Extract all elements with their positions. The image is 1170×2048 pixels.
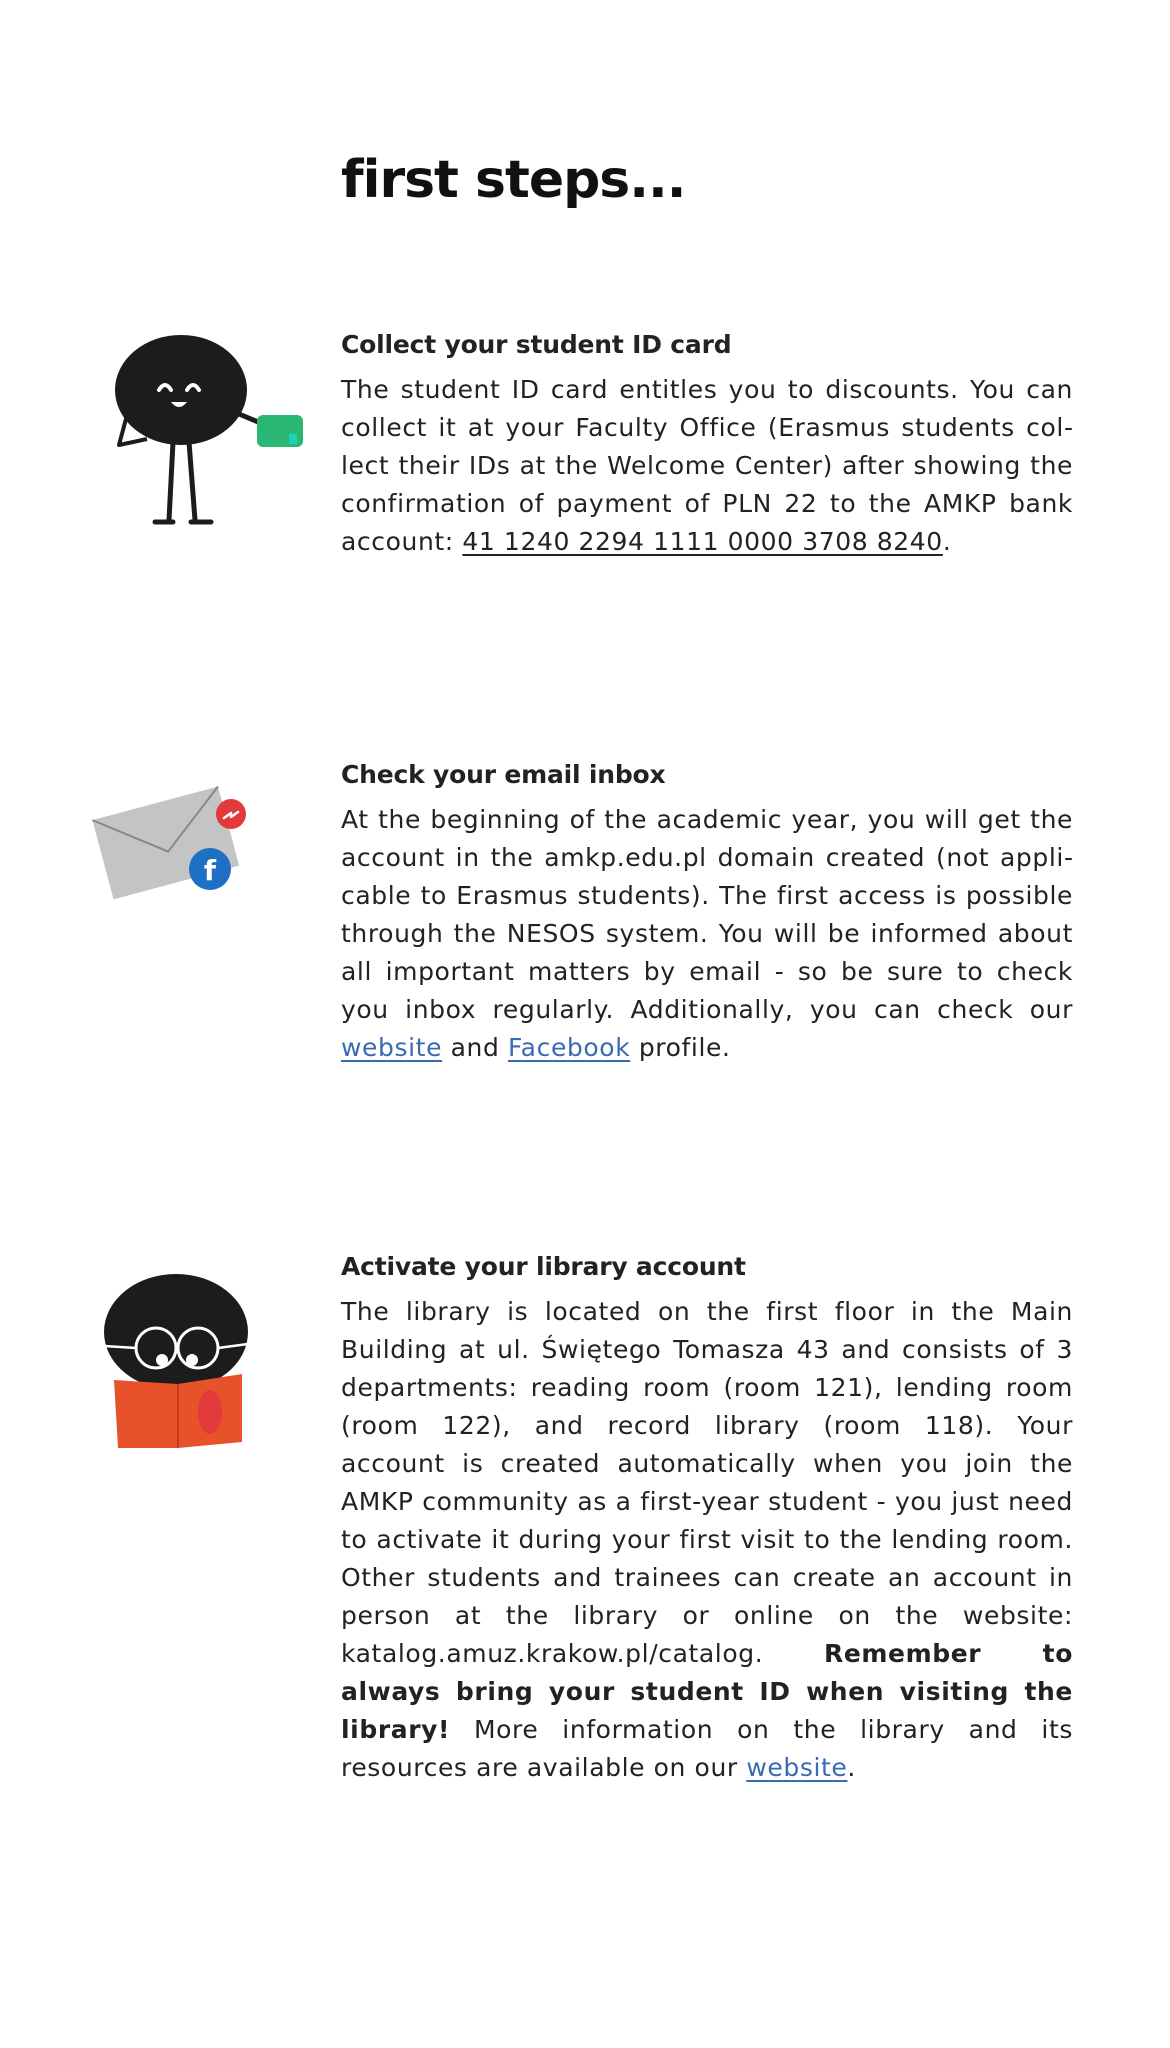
section-heading: Activate your library account: [341, 1252, 746, 1281]
section-heading: Check your email inbox: [341, 760, 666, 789]
website-link[interactable]: website: [341, 1033, 443, 1062]
section-body: At the beginning of the academic year, you will get the account in the amkp.edu.pl domain created (not applicable to Erasmus students). The first access is possible through the NESOS system. You will be informed about all important matters by email - so be sure to check you inbox regularly. Additionally, you can check our website and Facebook profile.: [341, 805, 1073, 1062]
character-holding-card-icon: [105, 330, 305, 530]
library-reminder: Remember to always bring your student ID when visiting the library!: [341, 1639, 1073, 1744]
section-body: The student ID card entitles you to discounts. You can collect it at your Faculty Office (Erasmus students collect their IDs at the Welcome Center) after showing the confirmation of payment of PLN 22 to the AMKP bank account: 41 1240 2294 1111 0000 3708 8240.: [341, 375, 1073, 556]
page-title: first steps...: [341, 150, 686, 210]
bank-account-link[interactable]: 41 1240 2294 1111 0000 3708 8240: [462, 527, 943, 556]
section-body: The library is located on the first floor in the Main Building at ul. Świętego Tomasza 43 and consists of 3 departments: reading room (room 121), lending room (room 122), and record library (room 118). Your account is created automatically when you join the AMKP community as a first-year student - you just need to activate it during your first visit to the lending room. Other students and trainees can create an account in person at the library or online on the website: katalog.amuz.krakow.pl/catalog. Remember to always bring your student ID when visiting the library! More information on the library and its resources are available on our website.: [341, 1297, 1073, 1782]
section-heading: Collect your student ID card: [341, 330, 732, 359]
svg-text:f: f: [203, 854, 217, 887]
library-website-link[interactable]: website: [746, 1753, 848, 1782]
facebook-link[interactable]: Facebook: [508, 1033, 631, 1062]
envelope-icon: [85, 780, 255, 900]
character-reading-book-icon: [100, 1272, 260, 1462]
